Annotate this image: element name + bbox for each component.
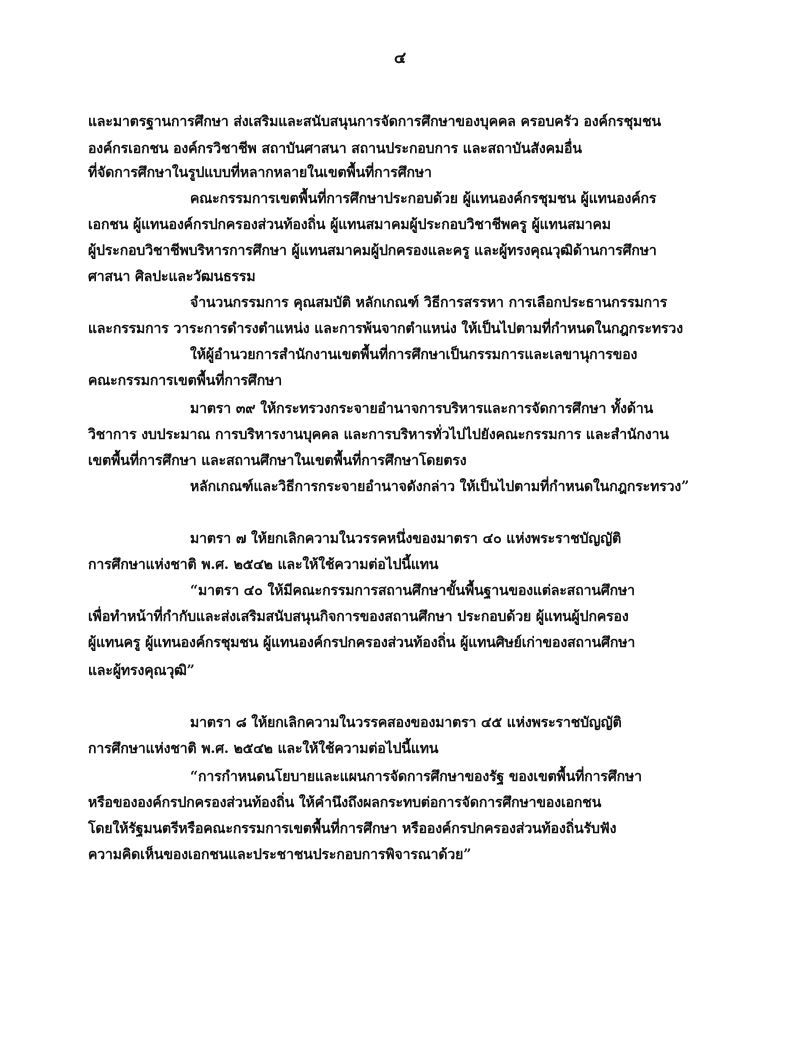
text-line: ให้ผู้อำนวยการสำนักงานเขตพื้นที่การศึกษาเป็นกรรมการและเลขานุการของ xyxy=(190,347,638,363)
text-line: ศาสนา ศิลปะและวัฒนธรรม xyxy=(88,269,256,285)
text-line: ที่จัดการศึกษาในรูปแบบที่หลากหลายในเขตพื้นที่การศึกษา xyxy=(88,165,432,181)
text-line: และมาตรฐานการศึกษา ส่งเสริมและสนับสนุนการจัดการศึกษาของบุคคล ครอบครัว องค์กรชุมชน xyxy=(88,114,661,130)
text-line: คณะกรรมการเขตพื้นที่การศึกษา xyxy=(88,373,282,389)
text-line: หลักเกณฑ์และวิธีการกระจายอำนาจดังกล่าว ให้เป็นไปตามที่กำหนดในกฎกระทรวง” xyxy=(190,479,690,495)
text-line: จำนวนกรรมการ คุณสมบัติ หลักเกณฑ์ วิธีการสรรหา การเลือกประธานกรรมการ xyxy=(190,295,668,311)
text-line: เอกชน ผู้แทนองค์กรปกครองส่วนท้องถิ่น ผู้แทนสมาคมผู้ประกอบวิชาชีพครู ผู้แทนสมาคม xyxy=(88,217,611,233)
text-line: ผู้ประกอบวิชาชีพบริหารการศึกษา ผู้แทนสมาคมผู้ปกครองและครู และผู้ทรงคุณวุฒิด้านการศึกษา xyxy=(88,243,657,259)
text-line: “มาตรา ๔๐ ให้มีคณะกรรมการสถานศึกษาขั้นพื้นฐานของแต่ละสถานศึกษา xyxy=(190,583,635,599)
text-line: และผู้ทรงคุณวุฒิ” xyxy=(88,663,195,679)
text-line: วิชาการ งบประมาณ การบริหารงานบุคคล และการบริหารทั่วไปไปยังคณะกรรมการ และสำนักงาน xyxy=(88,427,669,443)
text-line: โดยให้รัฐมนตรีหรือคณะกรรมการเขตพื้นที่การศึกษา หรือองค์กรปกครองส่วนท้องถิ่นรับฟัง xyxy=(88,821,617,837)
text-line: คณะกรรมการเขตพื้นที่การศึกษาประกอบด้วย ผู้แทนองค์กรชุมชน ผู้แทนองค์กร xyxy=(190,191,657,207)
page-number: ๔ xyxy=(393,48,407,67)
text-line: การศึกษาแห่งชาติ พ.ศ. ๒๕๔๒ และให้ใช้ความต่อไปนี้แทน xyxy=(88,557,439,573)
text-line: เพื่อทำหน้าที่กำกับและส่งเสริมสนับสนุนกิจการของสถานศึกษา ประกอบด้วย ผู้แทนผู้ปกครอง xyxy=(88,609,629,625)
text-line: มาตรา ๘ ให้ยกเลิกความในวรรคสองของมาตรา ๔๕ แห่งพระราชบัญญัติ xyxy=(190,715,622,731)
text-line: “การกำหนดนโยบายและแผนการจัดการศึกษาของรัฐ ของเขตพื้นที่การศึกษา xyxy=(190,769,642,785)
text-line: หรือขององค์กรปกครองส่วนท้องถิ่น ให้คำนึงถึงผลกระทบต่อการจัดการศึกษาของเอกชน xyxy=(88,795,602,811)
text-line: ผู้แทนครู ผู้แทนองค์กรชุมชน ผู้แทนองค์กรปกครองส่วนท้องถิ่น ผู้แทนศิษย์เก่าของสถานศึกษา xyxy=(88,635,636,651)
text-line: ความคิดเห็นของเอกชนและประชาชนประกอบการพิจารณาด้วย” xyxy=(88,847,472,863)
text-line: มาตรา ๓๙ ให้กระทรวงกระจายอำนาจการบริหารและการจัดการศึกษา ทั้งด้าน xyxy=(190,401,654,417)
text-line: และกรรมการ วาระการดำรงตำแหน่ง และการพ้นจากตำแหน่ง ให้เป็นไปตามที่กำหนดในกฎกระทรวง xyxy=(88,321,683,337)
text-line: มาตรา ๗ ให้ยกเลิกความในวรรคหนึ่งของมาตรา ๔๐ แห่งพระราชบัญญัติ xyxy=(190,531,622,547)
text-line: เขตพื้นที่การศึกษา และสถานศึกษาในเขตพื้นที่การศึกษาโดยตรง xyxy=(88,453,467,469)
text-line: การศึกษาแห่งชาติ พ.ศ. ๒๕๔๒ และให้ใช้ความต่อไปนี้แทน xyxy=(88,741,439,757)
text-line: องค์กรเอกชน องค์กรวิชาชีพ สถาบันศาสนา สถานประกอบการ และสถาบันสังคมอื่น xyxy=(88,141,582,157)
